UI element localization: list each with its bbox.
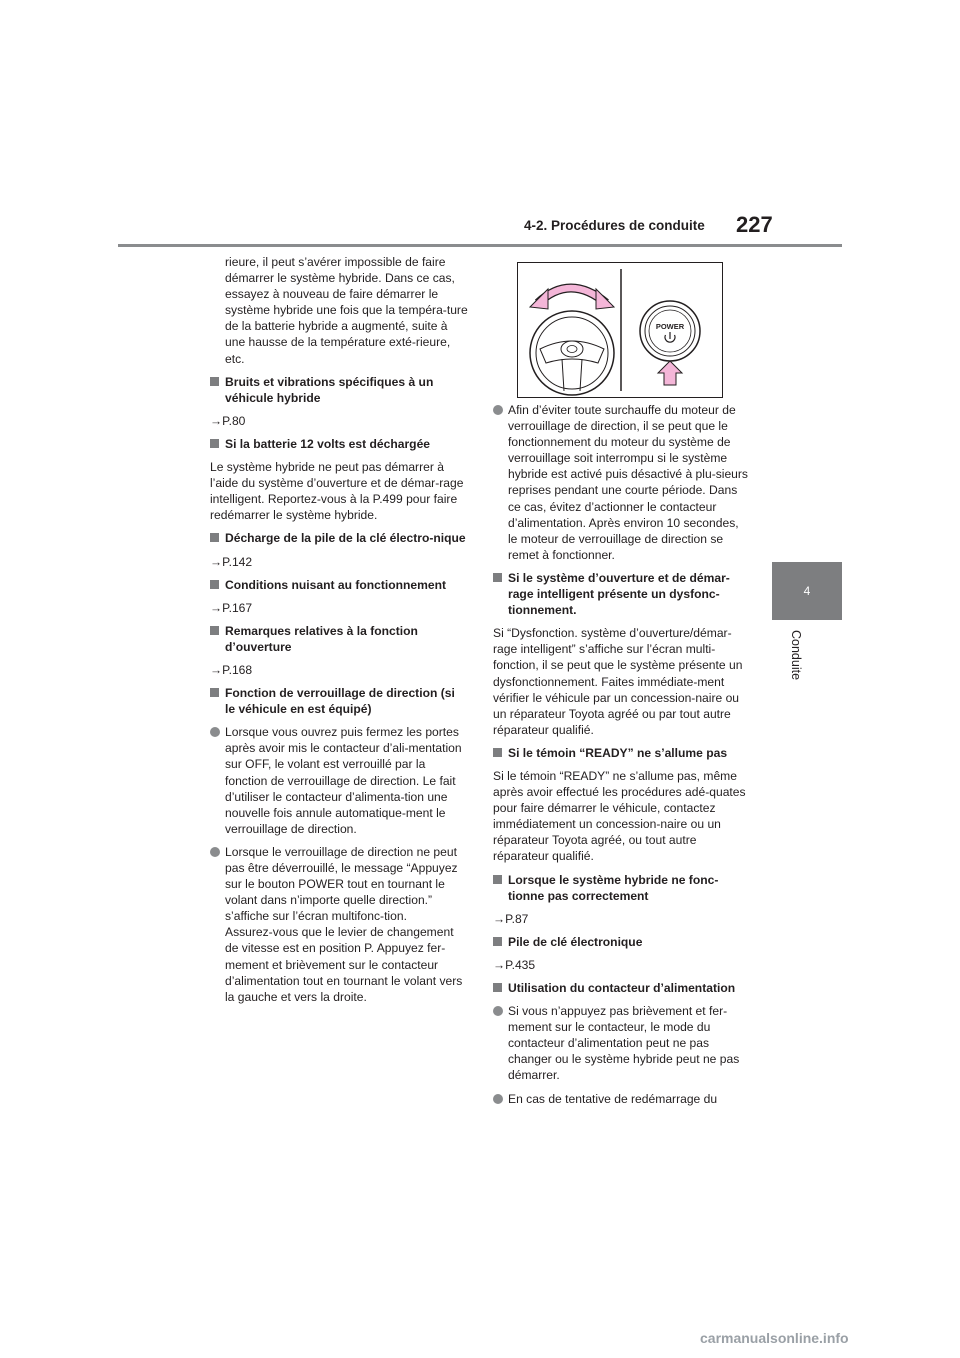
header-rule	[118, 244, 842, 247]
chapter-number: 4	[803, 584, 811, 598]
square-bullet-icon	[210, 439, 219, 448]
chapter-tab[interactable]	[772, 562, 842, 620]
circle-bullet-icon	[210, 727, 220, 737]
heading-steering-lock: Fonction de verrouillage de direction (si le véhicule en est équipé)	[210, 685, 468, 717]
page-reference[interactable]: →P.168	[210, 662, 253, 677]
steering-wheel-icon	[530, 311, 614, 395]
chapter-label: Conduite	[789, 630, 803, 681]
circle-bullet-icon	[493, 1094, 503, 1104]
square-bullet-icon	[210, 688, 219, 697]
square-bullet-icon	[493, 748, 502, 757]
watermark[interactable]: carmanualsonline.info	[700, 1330, 849, 1346]
heading-key-battery: Pile de clé électronique	[493, 934, 751, 950]
page-reference[interactable]: →P.167	[210, 600, 253, 615]
square-bullet-icon	[210, 533, 219, 542]
bullet-continuation: Assurez-vous que le levier de changement de vitesse est en position P. Appuyez fer-mement et brièvement sur le contacteur d’alimentation tout en tournant le volant vers la gauche et vers la droite.	[225, 925, 463, 1004]
heading-ready-light: Si le témoin “READY” ne s’allume pas	[493, 745, 751, 761]
bullet-item: En cas de tentative de redémarrage du	[493, 1091, 751, 1107]
page-reference[interactable]: →P.80	[210, 413, 246, 428]
square-bullet-icon	[210, 626, 219, 635]
left-column	[210, 254, 468, 1012]
page-reference[interactable]: →P.142	[210, 554, 253, 569]
intro-paragraph: rieure, il peut s’avérer impossible de faire démarrer le système hybride. Dans ce cas, essayez à nouveau de faire démarrer le système hybride une fois que la tempéra-ture de la batterie hybride a augmenté, suite à une hausse de la température exté-rieure, etc.	[225, 255, 468, 366]
press-arrow-icon	[658, 361, 682, 385]
heading-smart-system-fault: Si le système d’ouverture et de démar-rage intelligent présente un dysfonc-tionnement.	[493, 570, 751, 618]
circle-bullet-icon	[493, 405, 503, 415]
circle-bullet-icon	[210, 847, 220, 857]
page-reference[interactable]: →P.435	[493, 957, 536, 972]
square-bullet-icon	[493, 983, 502, 992]
ready-paragraph: Si le témoin “READY” ne s’allume pas, même après avoir effectué les procédures adé-quates pour faire démarrer le véhicule, contactez immédiatement un concession-naire ou un réparateur Toyota agréé, ou tout autre réparateur qualifié.	[493, 768, 746, 864]
bullet-item: Lorsque le verrouillage de direction ne peut pas être déverrouillé, le message “Appuyez sur le bouton POWER tout en tournant le volant dans n’importe quelle direction.” s’affiche sur l’écran multifonc-tion.	[210, 844, 468, 924]
square-bullet-icon	[493, 875, 502, 884]
fault-paragraph: Si “Dysfonction. système d’ouverture/démar-rage intelligent” s’affiche sur l’écran multi-fonction, il se peut que le système présente un dysfonctionnement. Faites immédiate-ment vérifier le véhicule par un concession-naire ou un réparateur Toyota agréé ou par tout autre réparateur qualifié.	[493, 626, 743, 737]
right-column	[493, 402, 751, 1114]
power-label: POWER	[655, 322, 685, 331]
heading-hybrid-fault: Lorsque le système hybride ne fonc-tionne pas correctement	[493, 872, 751, 904]
square-bullet-icon	[210, 580, 219, 589]
power-button-icon[interactable]	[640, 301, 700, 361]
square-bullet-icon	[493, 937, 502, 946]
section-title: 4-2. Procédures de conduite	[524, 218, 705, 233]
heading-key-battery: Décharge de la pile de la clé électro-nique	[210, 530, 468, 546]
heading-conditions: Conditions nuisant au fonctionnement	[210, 577, 468, 593]
battery-paragraph: Le système hybride ne peut pas démarrer à l’aide du système d’ouverture et de démar-rage intelligent. Reportez-vous à la P.499 pour faire redémarrer le système hybride.	[210, 460, 464, 523]
bullet-item: Lorsque vous ouvrez puis fermez les portes après avoir mis le contacteur d’ali-mentation sur OFF, le volant est verrouillé par la fonction de verrouillage de direction. Le fait d’utiliser le contacteur d’alimenta-tion une nouvelle fois annule automatique-ment le verrouillage de direction.	[210, 724, 468, 837]
page-reference[interactable]: →P.87	[493, 911, 529, 926]
heading-power-switch: Utilisation du contacteur d’alimentation	[493, 980, 751, 996]
heading-battery: Si la batterie 12 volts est déchargée	[210, 436, 468, 452]
bullet-item: Afin d’éviter toute surchauffe du moteur de verrouillage de direction, il se peut que le fonctionnement du moteur du système de verrouillage soit interrompu si le système hybride est activé puis désactivé à plu-sieurs reprises pendant une courte période. Dans ce cas, évitez d’actionner le contacteur d’alimentation. Après environ 10 secondes, le moteur de verrouillage de direction se remet à fonctionner.	[493, 402, 751, 563]
turn-arrow-icon	[530, 288, 614, 309]
heading-noise: Bruits et vibrations spécifiques à un véhicule hybride	[210, 374, 468, 406]
square-bullet-icon	[493, 573, 502, 582]
heading-entry-notes: Remarques relatives à la fonction d’ouverture	[210, 623, 468, 655]
page-number: 227	[736, 212, 773, 237]
square-bullet-icon	[210, 377, 219, 386]
circle-bullet-icon	[493, 1006, 503, 1016]
steering-figure-svg	[518, 263, 722, 397]
steering-power-figure	[517, 262, 723, 398]
bullet-item: Si vous n’appuyez pas brièvement et fer-mement sur le contacteur, le mode du contacteur d’alimentation peut ne pas changer ou le système hybride peut ne pas démarrer.	[493, 1003, 751, 1083]
